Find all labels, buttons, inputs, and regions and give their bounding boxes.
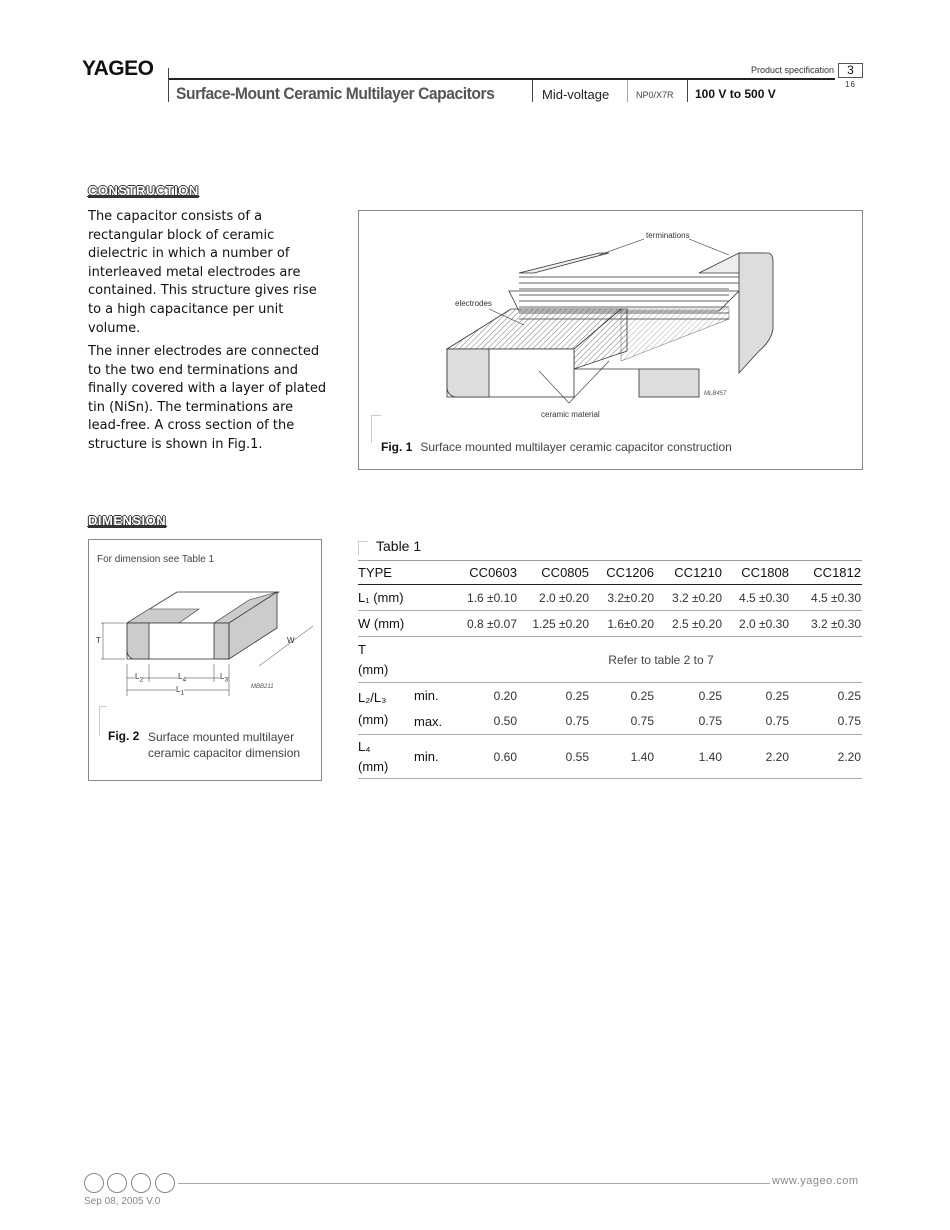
figure-2-number: Fig. 2 xyxy=(108,729,140,743)
label-ceramic-material: ceramic material xyxy=(541,410,600,419)
doc-voltage: 100 V to 500 V xyxy=(695,87,776,101)
table-cell: 1.6±0.20 xyxy=(590,611,655,637)
table-row xyxy=(358,585,862,611)
table-header-cell: CC1812 xyxy=(790,561,862,585)
table-cell: 0.75 xyxy=(723,709,790,735)
table-cell: 0.50 xyxy=(460,709,518,735)
construction-paragraph-1: The capacitor consists of a rectangular block of ceramic dielectric in which a number of interleaved metal electrodes are contained. This structure gives rise to a high capacitance per unit volume. xyxy=(88,209,317,336)
table-header-cell: TYPE xyxy=(358,561,460,585)
row-label: W (mm) xyxy=(358,611,460,637)
table-cell: 0.75 xyxy=(655,709,723,735)
component-symbol-icon xyxy=(84,1173,104,1193)
table-row xyxy=(358,735,862,779)
table-cell: 0.25 xyxy=(630,688,654,703)
figure-code: MLB457 xyxy=(704,391,727,397)
row-label: L₁ (mm) xyxy=(358,585,460,611)
table-cell: 4.5 ±0.30 xyxy=(723,585,790,611)
footer-date: Sep 08, 2005 V.0 xyxy=(84,1196,161,1207)
table-row xyxy=(358,637,862,683)
figure-1-caption xyxy=(381,440,732,454)
figure-2-caption xyxy=(108,729,308,761)
table-row xyxy=(358,709,862,735)
table-cell: 2.5 ±0.20 xyxy=(655,611,723,637)
table-header-cell: CC1206 xyxy=(590,561,655,585)
table-cell: 0.60 xyxy=(460,735,518,779)
figure-1-caption-text: Surface mounted multilayer ceramic capacitor construction xyxy=(420,440,732,454)
table-cell: 2.20 xyxy=(790,735,862,779)
table-cell: 3.2 ±0.20 xyxy=(655,585,723,611)
label-l4: $L_4$ xyxy=(178,672,187,684)
doc-title: Surface-Mount Ceramic Multilayer Capacitors xyxy=(176,84,495,103)
caption-bracket xyxy=(371,415,381,443)
table-cell: 3.2 ±0.30 xyxy=(790,611,862,637)
component-symbol-icon xyxy=(107,1173,127,1193)
table-cell: 0.8 ±0.07 xyxy=(460,611,518,637)
row-label: T (mm) xyxy=(358,637,460,683)
figure-2-caption-text: Surface mounted multilayer ceramic capacitor dimension xyxy=(148,730,301,760)
table-cell: 0.20 xyxy=(493,688,517,703)
label-t: T xyxy=(96,636,101,645)
dimension-note: For dimension see Table 1 xyxy=(97,554,215,565)
table-cell: 0.25 xyxy=(837,688,861,703)
table-cell: 0.25 xyxy=(765,688,789,703)
table-cell: 2.0 ±0.30 xyxy=(723,611,790,637)
max-label: max. xyxy=(414,709,460,735)
table-cell: 1.40 xyxy=(590,735,655,779)
figure-2-box xyxy=(88,539,322,781)
row-label: L₂/L₃ (mm) xyxy=(358,683,414,735)
table-cell: 1.6 ±0.10 xyxy=(460,585,518,611)
construction-paragraph-2: The inner electrodes are connected to the two end terminations and finally covered with a layer of plated tin (NiSn). The terminations are lead-free. A cross section of the structure is shown in Fig.1. xyxy=(88,344,327,452)
figure-1-box xyxy=(358,210,863,470)
table-cell: 2.20 xyxy=(723,735,790,779)
table-title: Table 1 xyxy=(376,538,422,554)
footer-rule xyxy=(178,1183,770,1184)
min-label: min. xyxy=(414,735,460,779)
doc-dielectric: NP0/X7R xyxy=(636,90,674,100)
table-cell: 1.40 xyxy=(655,735,723,779)
page-total: 16 xyxy=(845,80,856,89)
table-row xyxy=(358,611,862,637)
table-cell: 2.0 ±0.20 xyxy=(518,585,590,611)
table-row xyxy=(358,683,862,709)
footer-url[interactable]: www.yageo.com xyxy=(772,1175,859,1187)
table-cell: 3.2±0.20 xyxy=(590,585,655,611)
table-cell: 1.25 ±0.20 xyxy=(518,611,590,637)
table-header-cell: CC1210 xyxy=(655,561,723,585)
page-number: 3 xyxy=(838,63,863,78)
figure-1-number: Fig. 1 xyxy=(381,440,413,454)
table-cell: 0.25 xyxy=(565,688,589,703)
figure-2-code: MBB211 xyxy=(251,684,274,690)
dimension-heading: DIMENSION xyxy=(88,513,167,528)
dimension-table xyxy=(358,560,862,779)
label-l3: $L_3$ xyxy=(220,672,229,684)
table-cell: 0.75 xyxy=(790,709,862,735)
label-l2: $L_2$ xyxy=(135,672,144,684)
capacitor-construction-drawing xyxy=(359,211,862,469)
component-symbol-icon xyxy=(131,1173,151,1193)
doc-subtitle: Mid-voltage xyxy=(542,87,610,102)
table-cell: 0.75 xyxy=(518,709,590,735)
header-divider xyxy=(627,80,628,102)
header-rule xyxy=(168,78,835,80)
row-label: L₄ (mm) xyxy=(358,735,414,779)
label-w: W xyxy=(287,636,295,645)
table-cell: 0.55 xyxy=(518,735,590,779)
header-divider xyxy=(532,80,533,102)
table-cell: 0.75 xyxy=(590,709,655,735)
yageo-logo: YAGEO xyxy=(82,57,154,80)
label-electrodes: electrodes xyxy=(455,299,492,308)
t-note: Refer to table 2 to 7 xyxy=(460,637,862,683)
table-header-row xyxy=(358,561,862,585)
table-cell: 0.25 xyxy=(698,688,722,703)
table-title-bracket xyxy=(358,541,368,555)
label-l1: $L_1$ xyxy=(176,685,185,697)
min-label: min. xyxy=(414,688,439,704)
header-divider xyxy=(687,80,688,102)
spec-label: Product specification xyxy=(750,65,834,75)
table-header-cell: CC0805 xyxy=(518,561,590,585)
caption-bracket xyxy=(99,706,107,736)
table-header-cell: CC0603 xyxy=(460,561,518,585)
component-symbol-icon xyxy=(155,1173,175,1193)
table-cell: 4.5 ±0.30 xyxy=(790,585,862,611)
header-divider xyxy=(168,68,169,102)
table-header-cell: CC1808 xyxy=(723,561,790,585)
label-terminations: terminations xyxy=(646,231,690,240)
construction-heading: CONSTRUCTION xyxy=(88,183,199,198)
